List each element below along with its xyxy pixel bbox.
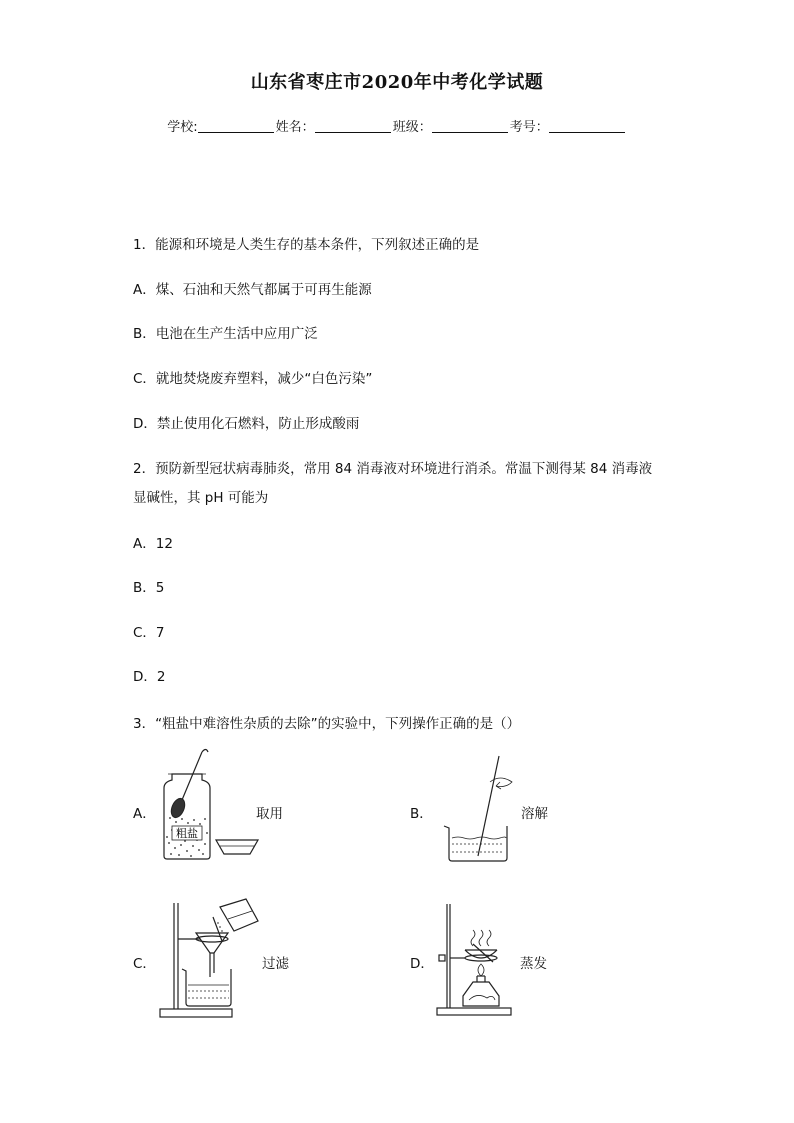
jar-label-text: 粗盐	[176, 827, 198, 840]
exam-no-blank[interactable]	[549, 132, 625, 133]
student-info-row	[0, 116, 794, 135]
school-blank[interactable]	[198, 132, 274, 133]
filtration-illustration	[158, 897, 263, 1022]
question-3-option-a-letter[interactable]: A．	[133, 806, 156, 822]
exam-no-label: 考号：	[509, 120, 549, 135]
question-3-option-d-label: 蒸发	[520, 956, 547, 972]
question-3-option-a-label: 取用	[256, 806, 283, 822]
page-title: 山东省枣庄市2020年中考化学试题	[250, 72, 544, 93]
question-2-option-b[interactable]: B．5	[133, 580, 165, 596]
question-3-stem: 3．“粗盐中难溶性杂质的去除”的实验中，下列操作正确的是（）	[133, 716, 521, 732]
question-2-stem-line-2: 显碱性，其 pH 可能为	[133, 490, 269, 506]
name-label: 姓名：	[275, 120, 315, 135]
question-1-option-a[interactable]: A．煤、石油和天然气都属于可再生能源	[133, 282, 372, 298]
class-label: 班级：	[392, 120, 432, 135]
question-1-option-d[interactable]: D．禁止使用化石燃料，防止形成酸雨	[133, 416, 360, 432]
school-label: 学校:	[167, 120, 198, 135]
question-2-option-d[interactable]: D．2	[133, 669, 166, 685]
question-2-stem-line-1: 2．预防新型冠状病毒肺炎，常用 84 消毒液对环境进行消杀。常温下测得某 84 消毒液	[133, 461, 653, 477]
question-1-stem: 1．能源和环境是人类生存的基本条件，下列叙述正确的是	[133, 237, 480, 253]
question-3-option-b-letter[interactable]: B．	[410, 806, 433, 822]
question-3-option-d-letter[interactable]: D．	[410, 956, 434, 972]
beaker-stirring-illustration	[440, 752, 520, 864]
salt-jar-spoon-illustration	[150, 748, 270, 863]
question-2-option-c[interactable]: C．7	[133, 625, 165, 641]
question-2-option-a[interactable]: A．12	[133, 536, 173, 552]
question-3-option-c-letter[interactable]: C．	[133, 956, 156, 972]
question-1-option-b[interactable]: B．电池在生产生活中应用广泛	[133, 326, 318, 342]
evaporation-illustration	[435, 902, 520, 1020]
question-1-option-c[interactable]: C．就地焚烧废弃塑料，减少“白色污染”	[133, 371, 373, 387]
name-blank[interactable]	[315, 132, 391, 133]
class-blank[interactable]	[432, 132, 508, 133]
question-3-option-b-label: 溶解	[521, 806, 548, 822]
question-3-option-c-label: 过滤	[262, 956, 289, 972]
